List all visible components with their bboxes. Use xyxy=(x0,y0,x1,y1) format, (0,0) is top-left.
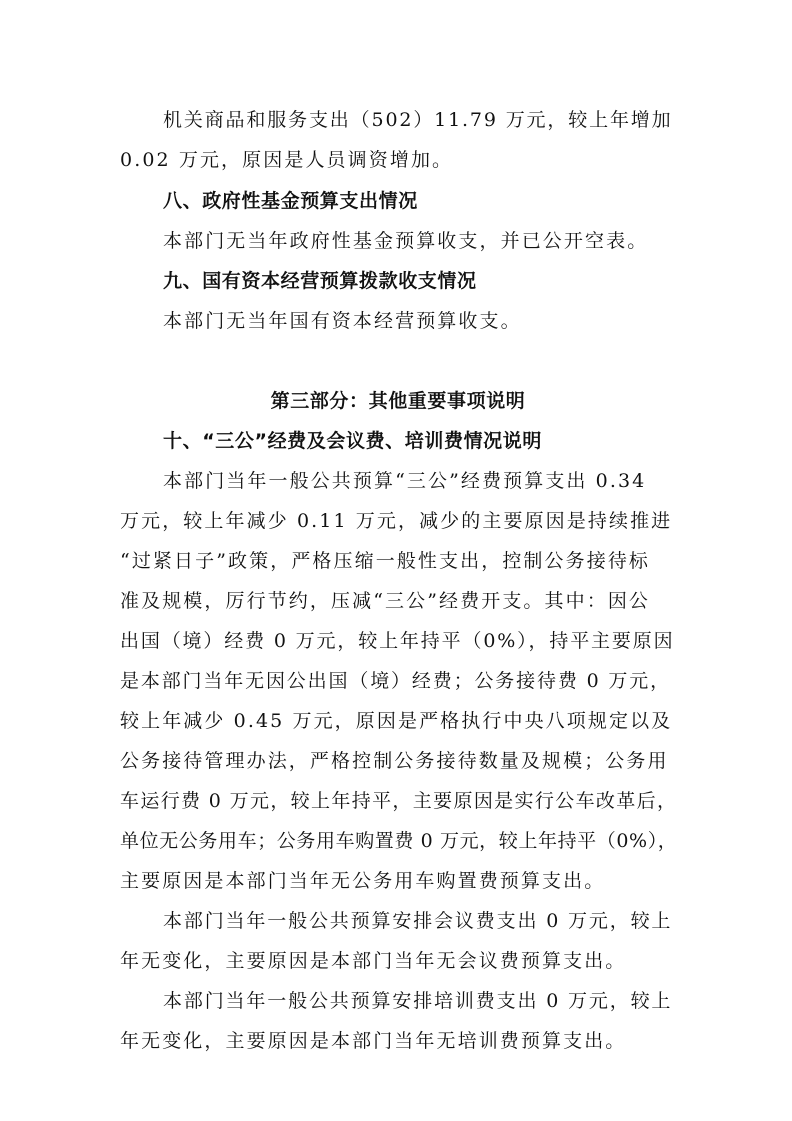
paragraph-line: 年无变化，主要原因是本部门当年无会议费预算支出。 xyxy=(120,950,627,972)
paragraph-line: “过紧日子”政策，严格压缩一般性支出，控制公务接待标 xyxy=(120,550,651,572)
paragraph-line: 较上年减少 0.45 万元，原因是严格执行中央八项规定以及 xyxy=(120,710,673,732)
paragraph-line: 机关商品和服务支出（502）11.79 万元，较上年增加 xyxy=(163,109,673,131)
paragraph-line: 准及规模，厉行节约，压减“三公”经费开支。其中：因公 xyxy=(120,590,651,612)
paragraph-line: 年无变化，主要原因是本部门当年无培训费预算支出。 xyxy=(120,1030,627,1052)
paragraph-line: 本部门当年一般公共预算安排培训费支出 0 万元，较上 xyxy=(163,990,673,1012)
paragraph-line: 出国（境）经费 0 万元，较上年持平（0%），持平主要原因 xyxy=(120,630,675,652)
paragraph-line: 0.02 万元，原因是人员调资增加。 xyxy=(120,149,454,171)
paragraph-line: 本部门当年一般公共预算“三公”经费预算支出 0.34 xyxy=(163,470,647,492)
paragraph-line: 万元，较上年减少 0.11 万元，减少的主要原因是持续推进 xyxy=(120,510,673,532)
part-title: 第三部分：其他重要事项说明 xyxy=(270,390,526,412)
paragraph-line: 是本部门当年无因公出国（境）经费；公务接待费 0 万元， xyxy=(120,670,671,692)
paragraph-line: 主要原因是本部门当年无公务用车购置费预算支出。 xyxy=(120,870,606,892)
paragraph-line: 车运行费 0 万元，较上年持平，主要原因是实行公车改革后， xyxy=(120,790,678,812)
paragraph-line: 本部门无当年政府性基金预算收支，并已公开空表。 xyxy=(163,230,649,252)
paragraph-line: 单位无公务用车；公务用车购置费 0 万元，较上年持平（0%）， xyxy=(120,830,678,852)
section-heading: 十、“三公”经费及会议费、培训费情况说明 xyxy=(163,430,542,452)
section-heading: 八、政府性基金预算支出情况 xyxy=(163,190,418,212)
paragraph-line: 本部门无当年国有资本经营预算收支。 xyxy=(163,310,522,332)
paragraph-line: 本部门当年一般公共预算安排会议费支出 0 万元，较上 xyxy=(163,910,673,932)
paragraph-line: 公务接待管理办法，严格控制公务接待数量及规模；公务用 xyxy=(120,750,669,772)
section-heading: 九、国有资本经营预算拨款收支情况 xyxy=(163,270,477,292)
